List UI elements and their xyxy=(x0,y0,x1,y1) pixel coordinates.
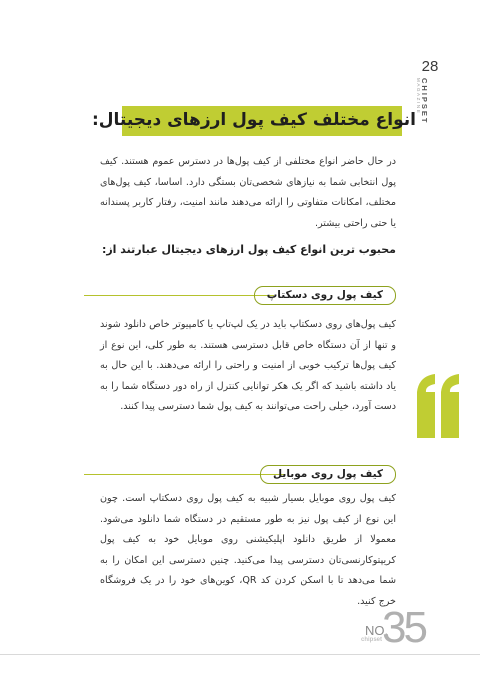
section-line-desktop xyxy=(84,295,274,296)
page-title: انواع مختلف کیف پول ارزهای دیجیتال: xyxy=(92,110,416,130)
types-subheading: محبوب ترین انواع کیف پول ارزهای دیجیتال عبارتند از: xyxy=(101,243,396,256)
section-line-mobile xyxy=(84,474,284,475)
quote-mark-icon xyxy=(415,372,465,442)
magazine-brand xyxy=(417,78,431,168)
section-body-desktop: کیف پول‌های روی دسکتاپ باید در یک لپ‌تاپ یا کامپیوتر خاص دانلود شوند و تنها از آن دستگاه خاص قابل دسترسی هستند. به طور کلی، این نوع از کیف پول‌ها ترکیب خوبی از امنیت و راحتی را ارائه می‌دهند. با این حال به یاد داشته باشید که اگر یک هکر توانایی کنترل از راه دور دستگاه شما را به دست آورد، خیلی راحت می‌توانند به کیف پول شما دسترسی پیدا کنند. xyxy=(100,319,396,412)
issue-number: 35 xyxy=(382,603,425,652)
intro-paragraph: در حال حاضر انواع مختلفی از کیف پول‌ها در دسترس عموم هستند. کیف پول انتخابی شما به نیازهای شخصی‌تان بستگی دارد. اساسا، کیف پول‌های مختلف، امکانات متفاوتی را ارائه می‌دهند مانند امنیت، رفتار کاربر پسندانه یا حتی راحتی بیشتر. xyxy=(100,156,396,229)
brand-subtitle: MAGAZINE xyxy=(416,78,421,115)
page-number: 28 xyxy=(421,58,439,75)
section-heading-mobile: کیف پول روی موبایل xyxy=(260,465,396,484)
section-body-mobile: کیف پول روی موبایل بسیار شبیه به کیف پول روی دسکتاپ است. چون این نوع از کیف پول نیز به طور مستقیم در دستگاه شما دانلود می‌شود. معمولا از طریق دانلود اپلیکیشنی روی موبایل خود به کیف پول کریپتوکارنسی‌تان دسترسی پیدا می‌کنید. چنین دسترسی این امکان را به شما می‌دهد تا با اسکن کردن کد QR، کوین‌های خود را در یک فروشگاه خرج کنید. xyxy=(100,493,396,607)
issue-prefix: NO. xyxy=(365,623,389,638)
section-heading-desktop: کیف پول روی دسکتاپ xyxy=(254,286,396,305)
issue-badge xyxy=(355,605,445,653)
issue-logo: chipset xyxy=(361,637,383,643)
brand-name: CHIPSET xyxy=(420,78,429,125)
bottom-divider xyxy=(0,654,480,655)
